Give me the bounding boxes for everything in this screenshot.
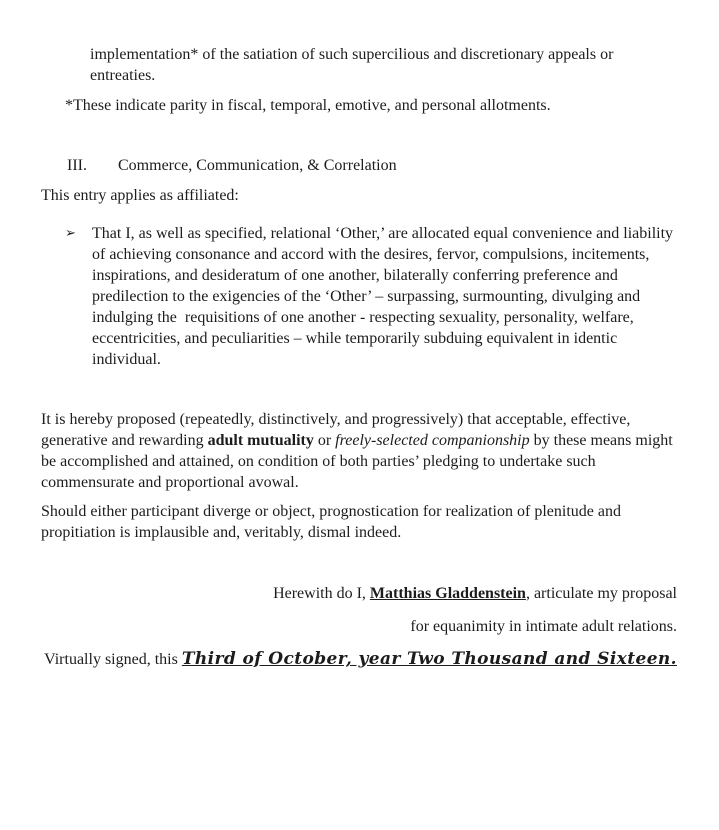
paragraph-proposal bbox=[41, 409, 677, 493]
bullet-text: That I, as well as specified, relational ‘Other,’ are allocated equal convenience and liability of achieving consonance and accord with the desires, fervor, compulsions, incitements, inspirations, and desideratum of one another, bilaterally conferring preference and predilection to the exigencies of the ‘Other’ – surpassing, surmounting, divulging and indulging the requisitions of one another - respecting sexuality, personality, welfare, eccentricities, and peculiarities – while temporarily subduing equivalent in identic individual. bbox=[92, 225, 678, 368]
proposal-text-1: It is hereby proposed (repeatedly, distinctively, and progressively) that acceptable, effective, generative and rewarding bbox=[41, 411, 631, 449]
section-number: III. bbox=[67, 157, 87, 174]
proposal-bold-phrase: adult mutuality bbox=[207, 432, 314, 449]
signature-line-2: for equanimity in intimate adult relations. bbox=[410, 618, 677, 635]
signature-line1-post: , articulate my proposal bbox=[525, 585, 677, 602]
signatory-name: Matthias Gladdenstein bbox=[369, 585, 526, 602]
signature-line1-pre: Herewith do I, bbox=[273, 585, 370, 602]
intro-line: This entry applies as affiliated: bbox=[41, 187, 239, 204]
footnote-asterisk: *These indicate parity in fiscal, temporal, emotive, and personal allotments. bbox=[65, 97, 551, 114]
signature-date-script: Third of October, year Two Thousand and Sixteen. bbox=[181, 649, 677, 669]
signature-block bbox=[41, 583, 677, 670]
proposal-italic-phrase: freely-selected companionship bbox=[335, 432, 530, 449]
paragraph-implementation: implementation* of the satiation of such supercilious and discretionary appeals or entreaties. bbox=[90, 46, 614, 84]
section-title: Commerce, Communication, & Correlation bbox=[118, 157, 397, 174]
section-heading bbox=[67, 155, 677, 176]
proposal-text-3: by these means might be accomplished and attained, on condition of both parties’ pledging to undertake such commensurate and proportional avowal. bbox=[41, 432, 673, 491]
bullet-item bbox=[65, 223, 677, 370]
signature-line3-pre: Virtually signed, this bbox=[44, 651, 182, 668]
arrow-bullet-icon: ➢ bbox=[65, 226, 76, 241]
paragraph-caveat: Should either participant diverge or object, prognostication for realization of plenitude and propitiation is implausible and, veritably, dismal indeed. bbox=[41, 503, 621, 541]
signature-line-1 bbox=[41, 583, 677, 604]
proposal-text-2: or bbox=[313, 432, 336, 449]
signature-line-3 bbox=[41, 649, 677, 670]
